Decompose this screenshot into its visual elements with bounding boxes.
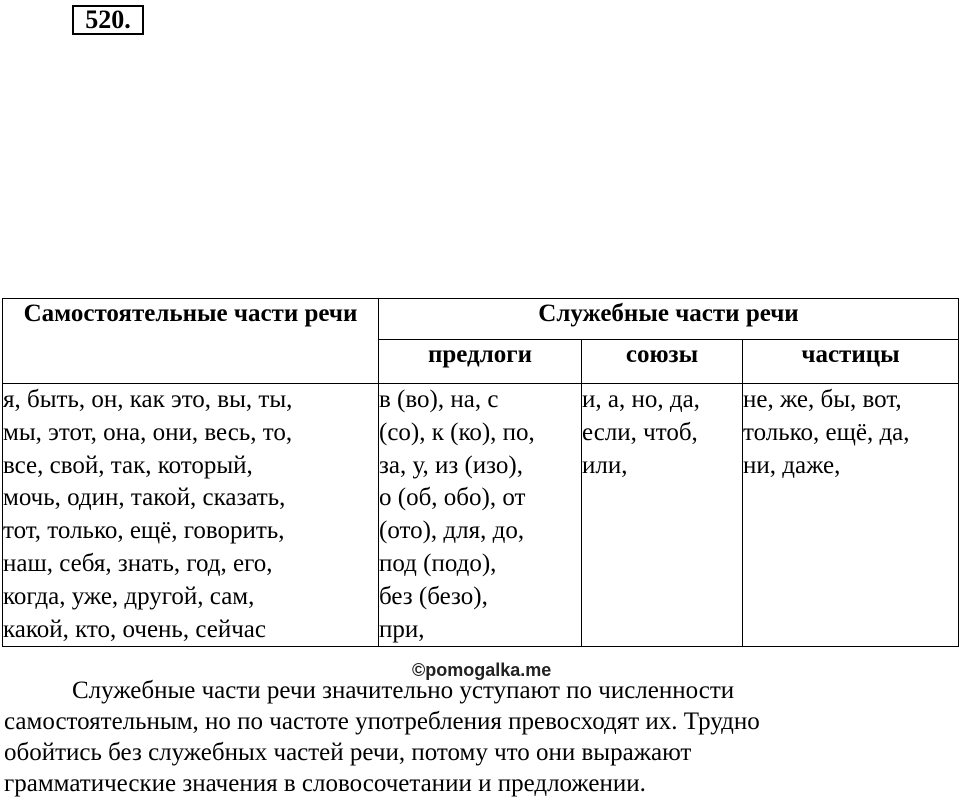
body-paragraph [4, 675, 956, 799]
word-line: ни, даже, [743, 451, 841, 479]
word-line: за, у, из (изо), [379, 451, 523, 479]
exercise-number: 520. [72, 5, 144, 35]
word-line: мочь, один, такой, сказать, [3, 484, 286, 512]
word-line: в (во), на, с [379, 386, 499, 413]
word-line: когда, уже, другой, сам, [3, 582, 255, 610]
word-line: (ото), для, до, [379, 517, 525, 545]
word-line: мы, этот, она, они, весь, то, [3, 418, 293, 446]
word-line: без (безо), [379, 582, 488, 610]
paragraph-line: обойтись без служебных частей речи, потому что они выражают [4, 739, 692, 766]
cell-independent-words [3, 384, 379, 647]
word-line: и, а, но, да, [582, 386, 700, 413]
watermark: ©pomogalka.me [412, 660, 552, 680]
word-line: под (подо), [379, 549, 497, 577]
cell-prepositions [379, 384, 582, 647]
word-line: или, [582, 451, 628, 479]
subheader-prepositions: предлоги [379, 340, 582, 384]
cell-conjunctions [582, 384, 743, 647]
header-auxiliary-label: Служебные части речи [538, 300, 799, 327]
subheader-particles: частицы [743, 340, 959, 384]
paragraph-line: самостоятельным, но по частоте употребления превосходят их. Трудно [4, 708, 760, 735]
paragraph-line: грамматические значения в словосочетании и предложении. [4, 770, 646, 797]
word-line: наш, себя, знать, год, его, [3, 549, 273, 577]
word-line: если, чтоб, [582, 418, 698, 446]
word-line: я, быть, он, как это, вы, ты, [3, 386, 293, 413]
cell-particles [743, 384, 959, 647]
word-line: о (об, обо), от [379, 484, 526, 512]
word-line: не, же, бы, вот, [743, 386, 902, 413]
word-line: только, ещё, да, [743, 418, 910, 446]
header-auxiliary [379, 299, 959, 340]
word-line: какой, кто, очень, сейчас [3, 615, 266, 643]
word-line: (со), к (ко), по, [379, 418, 535, 446]
word-line: все, свой, так, который, [3, 451, 253, 479]
paragraph-line: Служебные части речи значительно уступают по численности [72, 677, 735, 704]
parts-of-speech-table [2, 298, 959, 647]
header-independent [3, 299, 379, 384]
word-line: при, [379, 615, 425, 643]
word-line: тот, только, ещё, говорить, [3, 517, 285, 545]
header-independent-label: Самостоятельные части речи [23, 300, 358, 327]
subheader-conjunctions: союзы [582, 340, 743, 384]
